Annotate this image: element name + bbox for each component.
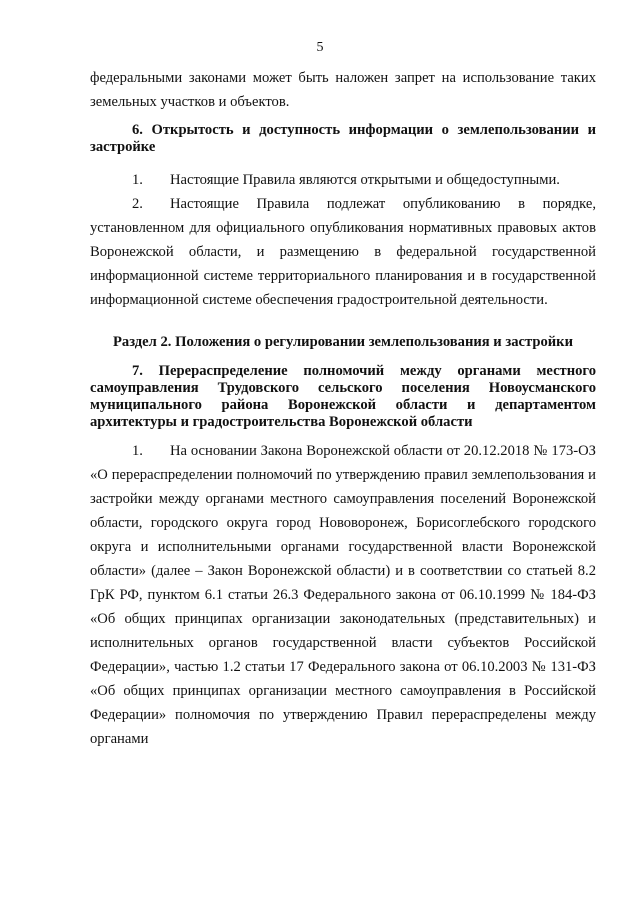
section-6-item-1	[90, 168, 596, 192]
item-number: 1.	[132, 172, 143, 188]
page-number: 5	[316, 40, 324, 55]
page-content	[90, 66, 596, 751]
part-2-heading: Раздел 2. Положения о регулировании землепользования и застройки	[112, 334, 573, 350]
item-number: 2.	[132, 196, 143, 212]
section-6-item-2	[90, 192, 596, 312]
section-7-heading: 7. Перераспределение полномочий между органами местного самоуправления Трудовского сельского поселения Новоусманского муниципального района Воронежской области и департаментом архитектуры и градостроительства Воронежской области	[90, 363, 596, 430]
item-text: Настоящие Правила являются открытыми и общедоступными.	[170, 172, 560, 188]
item-text: На основании Закона Воронежской области от 20.12.2018 № 173-ОЗ «О перераспределении полномочий по утверждению правил землепользования и застройки между органами местного самоуправления поселений Воронежской области, городского округа город Нововоронеж, Борисоглебского городского округа и исполнительными органами государственной власти Воронежской области» (далее – Закон Воронежской области) и в соответствии со статьей 8.2 ГрК РФ, пунктом 6.1 статьи 26.3 Федерального закона от 06.10.1999 № 184-ФЗ «Об общих принципах организации законодательных (представительных) и исполнительных органов государственной власти субъектов Российской Федерации», частью 1.2 статьи 17 Федерального закона от 06.10.2003 № 131-ФЗ «Об общих принципах организации местного самоуправления в Российской Федерации» полномочия по утверждению Правил перераспределены между органами	[90, 443, 596, 747]
item-number: 1.	[132, 443, 143, 459]
intro-paragraph: федеральными законами может быть наложен запрет на использование таких земельных участков и объектов.	[90, 70, 596, 110]
section-7-item-1	[90, 439, 596, 751]
item-text: Настоящие Правила подлежат опубликованию в порядке, установленном для официального опубликования нормативных правовых актов Воронежской области, и размещению в федеральной государственной информационной системе территориального планирования и в государственной информационной системе обеспечения градостроительной деятельности.	[90, 196, 596, 308]
section-6-heading: 6. Открытость и доступность информации о землепользовании и застройке	[90, 122, 596, 155]
